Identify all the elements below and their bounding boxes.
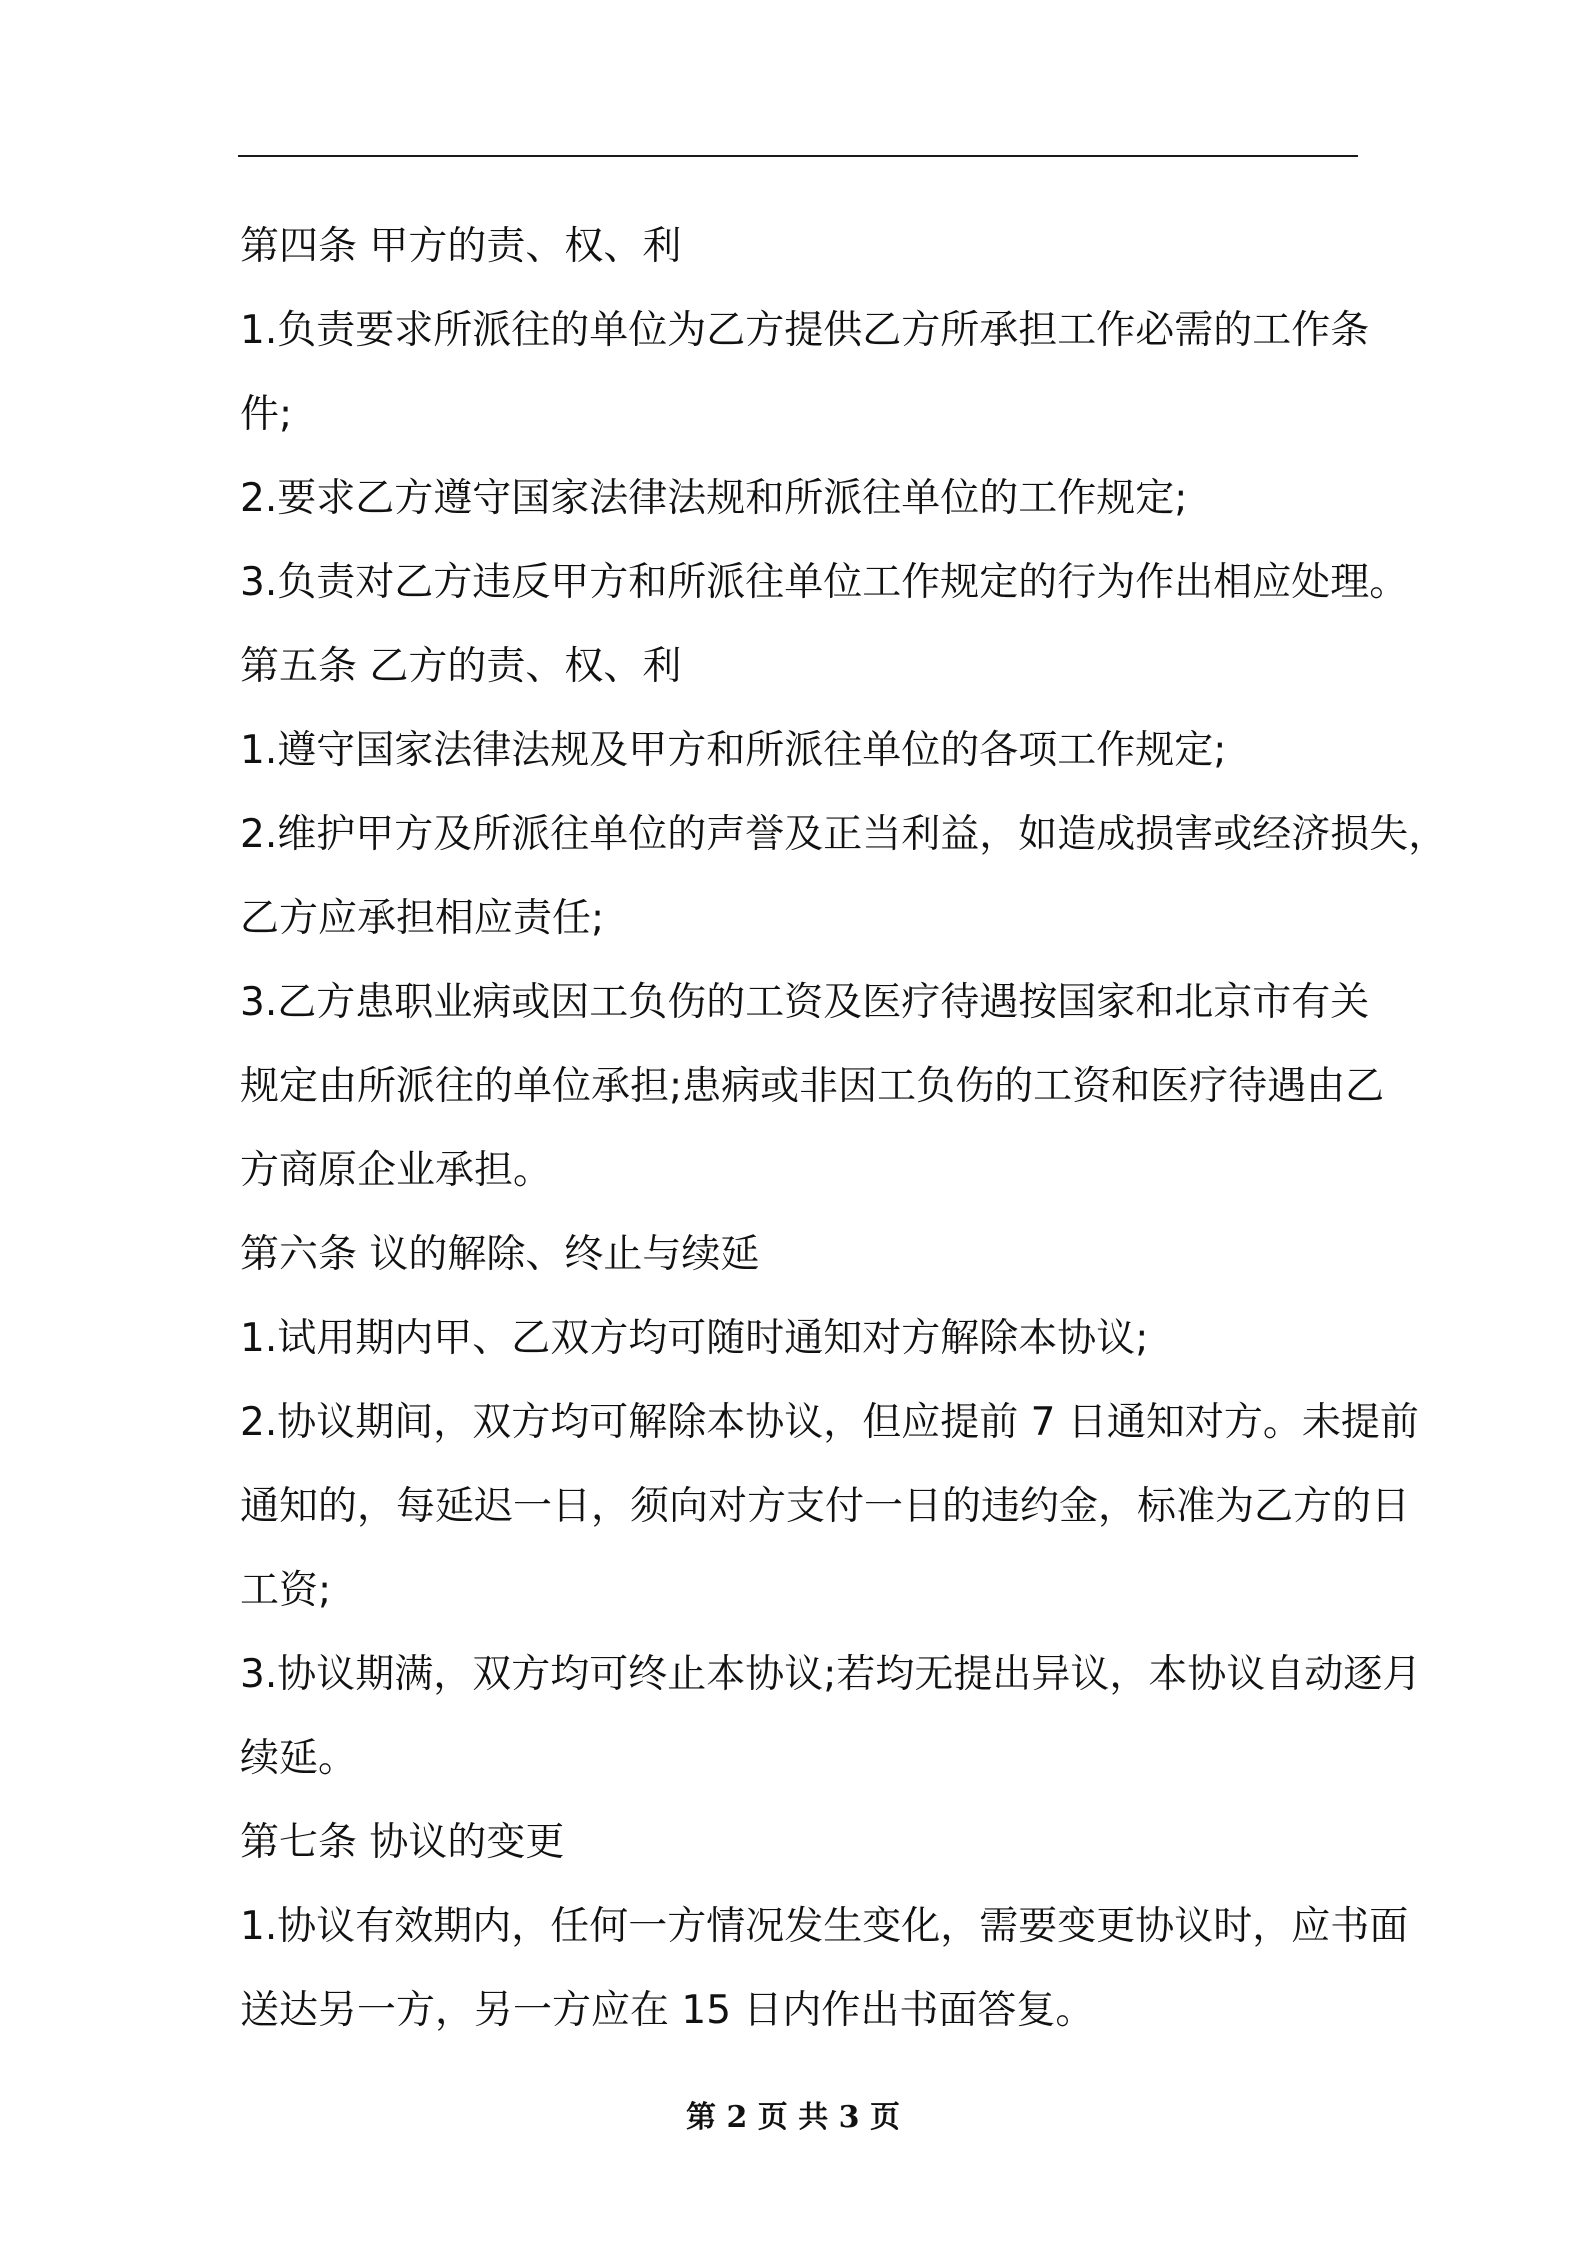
paragraph-line: 2.维护甲方及所派往单位的声誉及正当利益，如造成损害或经济损失， — [240, 812, 1448, 857]
paragraph-line: 规定由所派往的单位承担;患病或非因工负伤的工资和医疗待遇由乙 — [240, 1064, 1385, 1109]
section-heading-article-7: 第七条 协议的变更 — [240, 1820, 565, 1865]
paragraph-line: 续延。 — [240, 1736, 358, 1781]
section-heading-article-5: 第五条 乙方的责、权、利 — [240, 644, 682, 689]
section-heading-article-4: 第四条 甲方的责、权、利 — [240, 224, 682, 269]
document-body — [240, 205, 1448, 2053]
paragraph-line: 送达另一方，另一方应在 15 日内作出书面答复。 — [240, 1988, 1095, 2033]
paragraph-line: 工资; — [240, 1568, 332, 1613]
paragraph-line: 1.遵守国家法律法规及甲方和所派往单位的各项工作规定; — [240, 728, 1227, 773]
paragraph-line: 通知的，每延迟一日，须向对方支付一日的违约金，标准为乙方的日 — [240, 1484, 1411, 1529]
paragraph-line: 3.负责对乙方违反甲方和所派往单位工作规定的行为作出相应处理。 — [240, 560, 1409, 605]
page-number-label: 第 2 页 共 3 页 — [686, 2100, 900, 2135]
paragraph-line: 1.试用期内甲、乙双方均可随时通知对方解除本协议; — [240, 1316, 1149, 1361]
section-heading-article-6: 第六条 议的解除、终止与续延 — [240, 1232, 760, 1277]
paragraph-line: 2.协议期间，双方均可解除本协议，但应提前 7 日通知对方。未提前 — [240, 1400, 1419, 1445]
paragraph-line: 3.协议期满，双方均可终止本协议;若均无提出异议，本协议自动逐月 — [240, 1652, 1422, 1697]
paragraph-line: 1.负责要求所派往的单位为乙方提供乙方所承担工作必需的工作条 — [240, 308, 1370, 353]
paragraph-line: 2.要求乙方遵守国家法律法规和所派往单位的工作规定; — [240, 476, 1188, 521]
paragraph-line: 乙方应承担相应责任; — [240, 896, 605, 941]
paragraph-line: 件; — [240, 392, 293, 437]
paragraph-line: 1.协议有效期内，任何一方情况发生变化，需要变更协议时，应书面 — [240, 1904, 1409, 1949]
page-footer — [0, 2098, 1586, 2138]
header-rule — [238, 155, 1358, 157]
paragraph-line: 方商原企业承担。 — [240, 1148, 553, 1193]
paragraph-line: 3.乙方患职业病或因工负伤的工资及医疗待遇按国家和北京市有关 — [240, 980, 1370, 1025]
